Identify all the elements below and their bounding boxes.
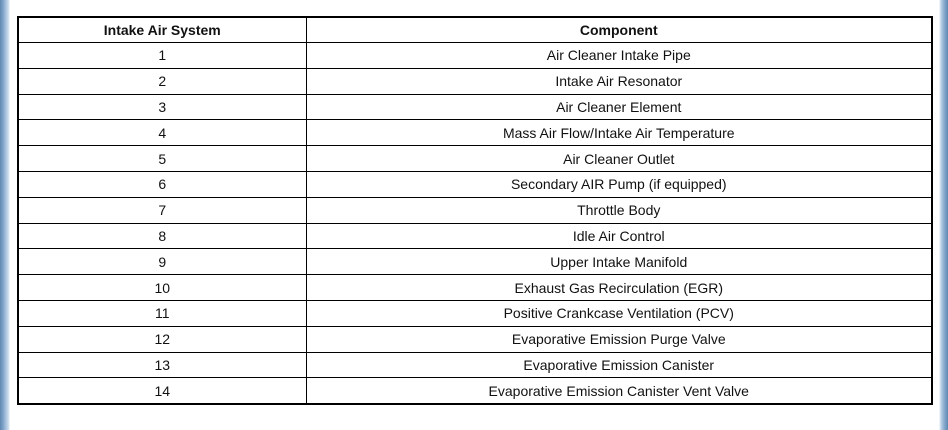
cell-intake-number: 7 — [18, 197, 306, 223]
cell-component: Upper Intake Manifold — [306, 249, 932, 275]
header-component: Component — [306, 17, 932, 43]
table-row — [18, 94, 932, 120]
cell-component: Mass Air Flow/Intake Air Temperature — [306, 120, 932, 146]
table-row — [18, 249, 932, 275]
table-container — [17, 16, 931, 405]
cell-intake-number: 2 — [18, 68, 306, 94]
cell-component: Evaporative Emission Purge Valve — [306, 326, 932, 352]
intake-air-system-table — [17, 16, 933, 405]
cell-intake-number: 1 — [18, 43, 306, 69]
cell-component: Air Cleaner Intake Pipe — [306, 43, 932, 69]
cell-intake-number: 4 — [18, 120, 306, 146]
table-row — [18, 275, 932, 301]
table-row — [18, 378, 932, 404]
cell-intake-number: 3 — [18, 94, 306, 120]
table-row — [18, 68, 932, 94]
table-body — [18, 43, 932, 405]
table-row — [18, 326, 932, 352]
table-row — [18, 146, 932, 172]
window-frame-right — [939, 0, 948, 430]
table-row — [18, 300, 932, 326]
cell-intake-number: 6 — [18, 171, 306, 197]
cell-intake-number: 5 — [18, 146, 306, 172]
cell-intake-number: 13 — [18, 352, 306, 378]
cell-component: Air Cleaner Element — [306, 94, 932, 120]
cell-intake-number: 9 — [18, 249, 306, 275]
cell-component: Idle Air Control — [306, 223, 932, 249]
cell-intake-number: 8 — [18, 223, 306, 249]
cell-intake-number: 10 — [18, 275, 306, 301]
cell-intake-number: 14 — [18, 378, 306, 404]
cell-component: Air Cleaner Outlet — [306, 146, 932, 172]
table-row — [18, 223, 932, 249]
cell-component: Evaporative Emission Canister — [306, 352, 932, 378]
cell-intake-number: 12 — [18, 326, 306, 352]
table-row — [18, 171, 932, 197]
cell-component: Exhaust Gas Recirculation (EGR) — [306, 275, 932, 301]
cell-intake-number: 11 — [18, 300, 306, 326]
table-row — [18, 197, 932, 223]
cell-component: Intake Air Resonator — [306, 68, 932, 94]
table-row — [18, 43, 932, 69]
table-row — [18, 120, 932, 146]
cell-component: Positive Crankcase Ventilation (PCV) — [306, 300, 932, 326]
cell-component: Throttle Body — [306, 197, 932, 223]
cell-component: Secondary AIR Pump (if equipped) — [306, 171, 932, 197]
table-row — [18, 352, 932, 378]
header-intake-air-system: Intake Air System — [18, 17, 306, 43]
window-frame-left — [0, 0, 10, 430]
cell-component: Evaporative Emission Canister Vent Valve — [306, 378, 932, 404]
table-header-row — [18, 17, 932, 43]
